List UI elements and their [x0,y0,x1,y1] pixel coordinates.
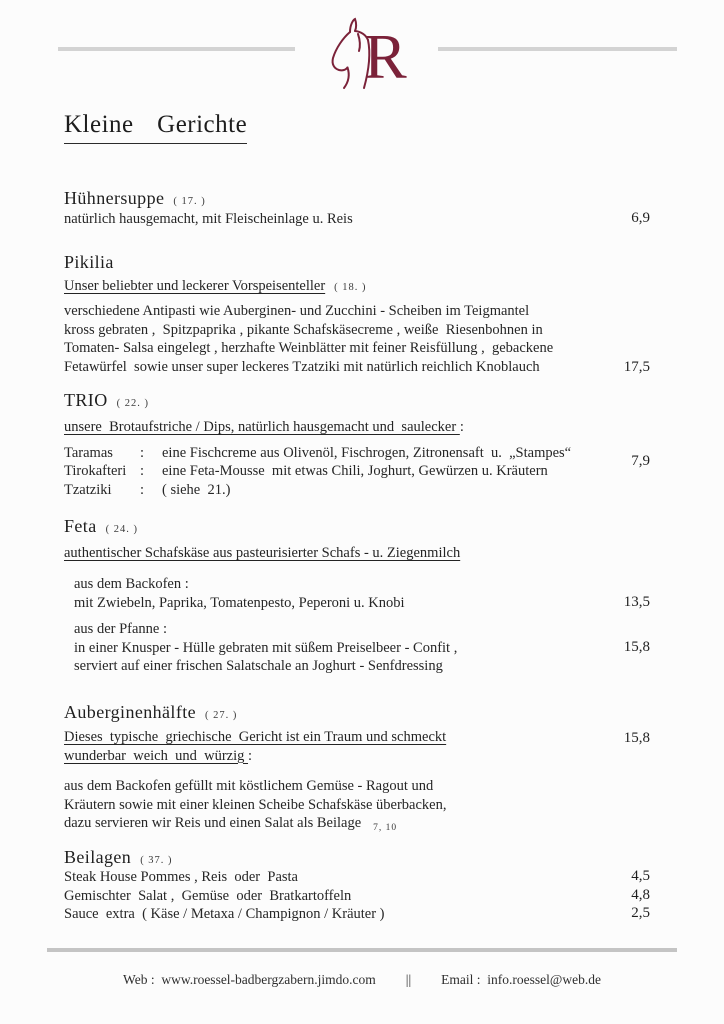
horse-logo-icon [308,16,423,90]
section-auberginenhaelfte [64,702,650,835]
dish-number: ( 37. ) [140,855,173,866]
dip-list [64,444,571,500]
variant-header: aus der Pfanne : [74,621,168,637]
side-price: 2,5 [631,905,650,921]
dish-price: 15,8 [623,730,650,746]
feta-variant-pfanne [64,620,650,676]
dish-name: Feta [64,516,97,536]
dish-description: natürlich hausgemacht, mit Fleischeinlage u. Reis [64,211,353,227]
footer-web [123,972,376,988]
dish-subtitle: Unser beliebter und leckerer Vorspeisenteller [64,278,326,294]
side-price: 4,8 [631,886,650,903]
dish-number: ( 18. ) [334,282,367,293]
side-text: Gemischter Salat , Gemüse oder Bratkartoffeln [64,887,352,904]
dish-price: 15,8 [623,638,650,655]
dish-description: verschiedene Antipasti wie Auberginen- und Zucchini - Scheiben im Teigmantel kross gebraten , Spitzpaprika , pikante Schafskäsecreme , weiße Riesenbohnen in Tomaten- Salsa eingelegt , herzhafte Weinblätter mit feiner Reisfüllung , gebackene Fetawürfel sowie unser super leckeres Tzatziki mit natürlich reichlich Knoblauch [64,303,554,375]
header-left-rule [58,47,295,51]
footer-email-label: Email : [441,972,488,987]
dish-price: 13,5 [623,593,650,610]
dish-number: ( 17. ) [173,196,206,207]
footer [0,972,724,988]
dip-name: Taramas [64,444,113,461]
dish-description: aus dem Backofen gefüllt mit köstlichem Gemüse - Ragout und Kräutern sowie mit einer kleinen Scheibe Schafskäse überbacken, dazu servieren wir Reis und einen Salat als Beilage $_{7, 10}$ [64,778,447,833]
allergen-footnote: 7, 10 [373,823,398,833]
variant-text: in einer Knusper - Hülle gebraten mit süßem Preiselbeer - Confit , [74,639,458,656]
dip-item [64,462,571,481]
dip-colon: : [140,444,145,461]
logo-letter: R [364,21,407,90]
dish-name: TRIO [64,390,108,410]
dish-price: 7,9 [631,452,650,469]
dip-name: Tzatziki [64,481,112,498]
section-trio [64,390,650,499]
footer-separator: || [405,972,412,987]
side-item [64,887,650,906]
footer-rule [47,948,677,952]
section-huehnersuppe [64,188,650,229]
section-pikilia [64,252,650,376]
dish-name: Pikilia [64,252,114,272]
dish-subtitle: authentischer Schafskäse aus pasteurisierter Schafs - u. Ziegenmilch [64,545,461,561]
dip-item [64,481,571,500]
side-price: 4,5 [631,868,650,884]
dish-name: Auberginenhälfte [64,702,197,722]
side-item [64,868,650,887]
dish-number: ( 24. ) [105,524,138,535]
header-right-rule [438,47,677,51]
variant-header: aus dem Backofen : [74,576,189,592]
page-title: Kleine Gerichte [64,110,247,144]
dip-text: eine Fischcreme aus Olivenöl, Fischrogen, Zitronensaft u. „Stampes“ [162,444,572,461]
side-item [64,905,650,924]
side-text: Sauce extra ( Käse / Metaxa / Champignon / Kräuter ) [64,906,385,922]
dish-price: 6,9 [631,210,650,226]
dish-subtitle: unsere Brotaufstriche / Dips, natürlich hausgemacht und saulecker [64,419,460,435]
side-text: Steak House Pommes , Reis oder Pasta [64,869,298,885]
footer-web-url: www.roessel-badbergzabern.jimdo.com [161,972,376,987]
section-feta [64,516,650,676]
dish-price: 17,5 [623,359,650,375]
footer-web-label: Web : [123,972,162,987]
dish-name: Hühnersuppe [64,188,165,208]
dip-text: ( siehe 21.) [162,481,231,498]
dish-subtitle: Dieses typische griechische Gericht ist ein Traum und schmeckt wunderbar weich und würzig : [64,729,447,764]
dip-item [64,444,571,463]
dish-number: ( 22. ) [116,398,149,409]
footer-email-value: info.roessel@web.de [487,972,601,987]
dip-name: Tirokafteri [64,463,127,479]
section-beilagen [64,847,650,924]
variant-text: mit Zwiebeln, Paprika, Tomatenpesto, Peperoni u. Knobi [74,594,405,611]
footer-email [441,972,601,988]
dip-colon: : [140,481,145,498]
feta-variant-backofen [64,575,650,612]
dish-subtitle-colon: : [459,419,464,435]
dip-text: eine Feta-Mousse mit etwas Chili, Joghurt, Gewürzen u. Kräutern [162,463,548,479]
dish-name: Beilagen [64,847,132,867]
variant-text: serviert auf einer frischen Salatschale an Joghurt - Senfdressing [74,658,443,674]
dish-number: ( 27. ) [205,710,238,721]
dip-colon: : [140,463,145,479]
